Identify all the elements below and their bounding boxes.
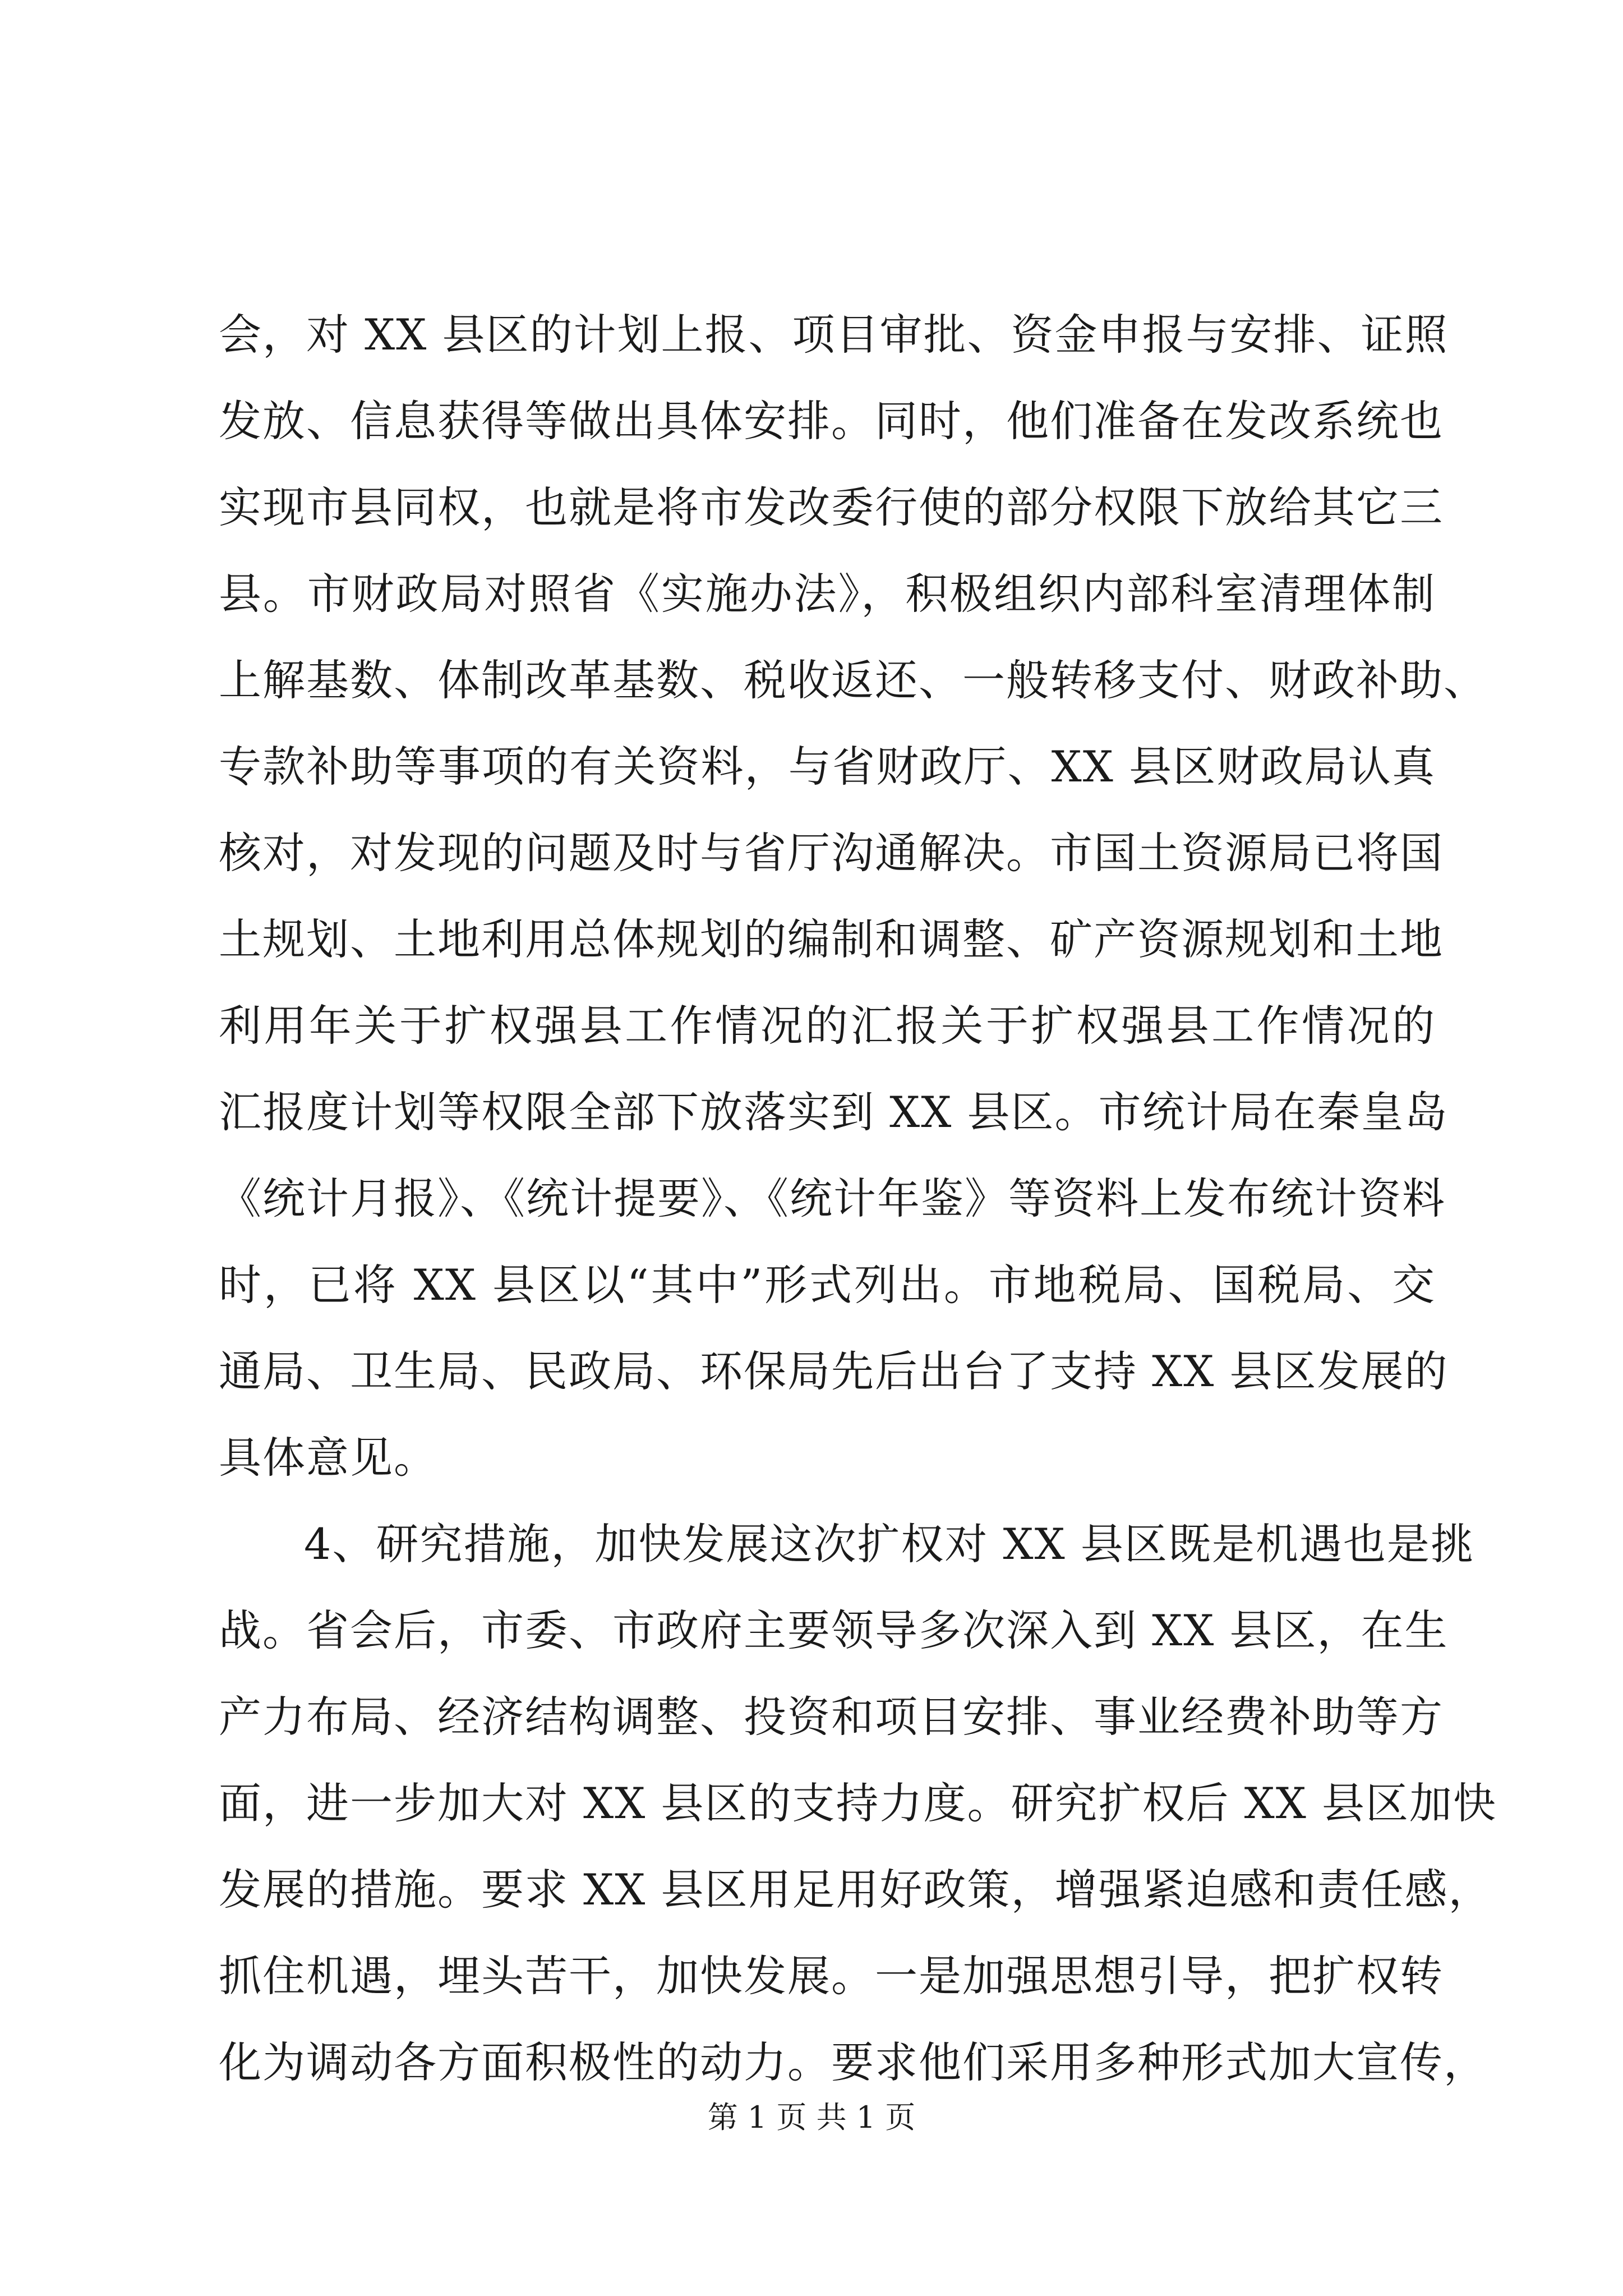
text-line: 具体意见。 bbox=[219, 1433, 437, 1483]
text-line: 产力布局、经济结构调整、投资和项目安排、事业经费补助等方 bbox=[219, 1692, 1444, 1742]
text-line: 通局、卫生局、民政局、环保局先后出台了支持 XX 县区发展的 bbox=[219, 1346, 1449, 1396]
text-line: 时，已将 XX 县区以“其中”形式列出。市地税局、国税局、交 bbox=[219, 1260, 1436, 1310]
text-line: 化为调动各方面积极性的动力。要求他们采用多种形式加大宣传， bbox=[219, 2037, 1487, 2087]
text-line: 核对，对发现的问题及时与省厅沟通解决。市国土资源局已将国 bbox=[219, 828, 1444, 878]
text-line: 会，对 XX 县区的计划上报、项目审批、资金申报与安排、证照 bbox=[219, 310, 1449, 360]
paragraph bbox=[219, 292, 1487, 1501]
text-line: 发放、信息获得等做出具体安排。同时，他们准备在发改系统也 bbox=[219, 396, 1444, 446]
text-line: 专款补助等事项的有关资料，与省财政厅、XX 县区财政局认真 bbox=[219, 742, 1436, 792]
text-line: 土规划、土地利用总体规划的编制和调整、矿产资源规划和土地 bbox=[219, 914, 1444, 964]
text-line: 利用年关于扩权强县工作情况的汇报关于扩权强县工作情况的 bbox=[219, 1001, 1436, 1051]
text-line: 4、研究措施，加快发展这次扩权对 XX 县区既是机遇也是挑 bbox=[304, 1519, 1474, 1569]
paragraph bbox=[219, 1501, 1497, 2106]
page-footer: 第 1 页 共 1 页 bbox=[707, 2100, 916, 2135]
text-line: 汇报度计划等权限全部下放落实到 XX 县区。市统计局在秦皇岛 bbox=[219, 1087, 1449, 1137]
text-line: 《统计月报》、《统计提要》、《统计年鉴》等资料上发布统计资料 bbox=[219, 1174, 1446, 1223]
text-line: 抓住机遇，埋头苦干，加快发展。一是加强思想引导，把扩权转 bbox=[219, 1951, 1444, 2001]
text-line: 县。市财政局对照省《实施办法》，积极组织内部科室清理体制 bbox=[219, 569, 1436, 619]
text-line: 战。省会后，市委、市政府主要领导多次深入到 XX 县区，在生 bbox=[219, 1605, 1449, 1655]
text-line: 上解基数、体制改革基数、税收返还、一般转移支付、财政补助、 bbox=[219, 655, 1487, 705]
text-line: 发展的措施。要求 XX 县区用足用好政策，增强紧迫感和责任感， bbox=[219, 1865, 1492, 1915]
text-line: 面，进一步加大对 XX 县区的支持力度。研究扩权后 XX 县区加快 bbox=[219, 1778, 1497, 1828]
document-body bbox=[219, 292, 1497, 2106]
text-line: 实现市县同权，也就是将市发改委行使的部分权限下放给其它三 bbox=[219, 482, 1444, 532]
